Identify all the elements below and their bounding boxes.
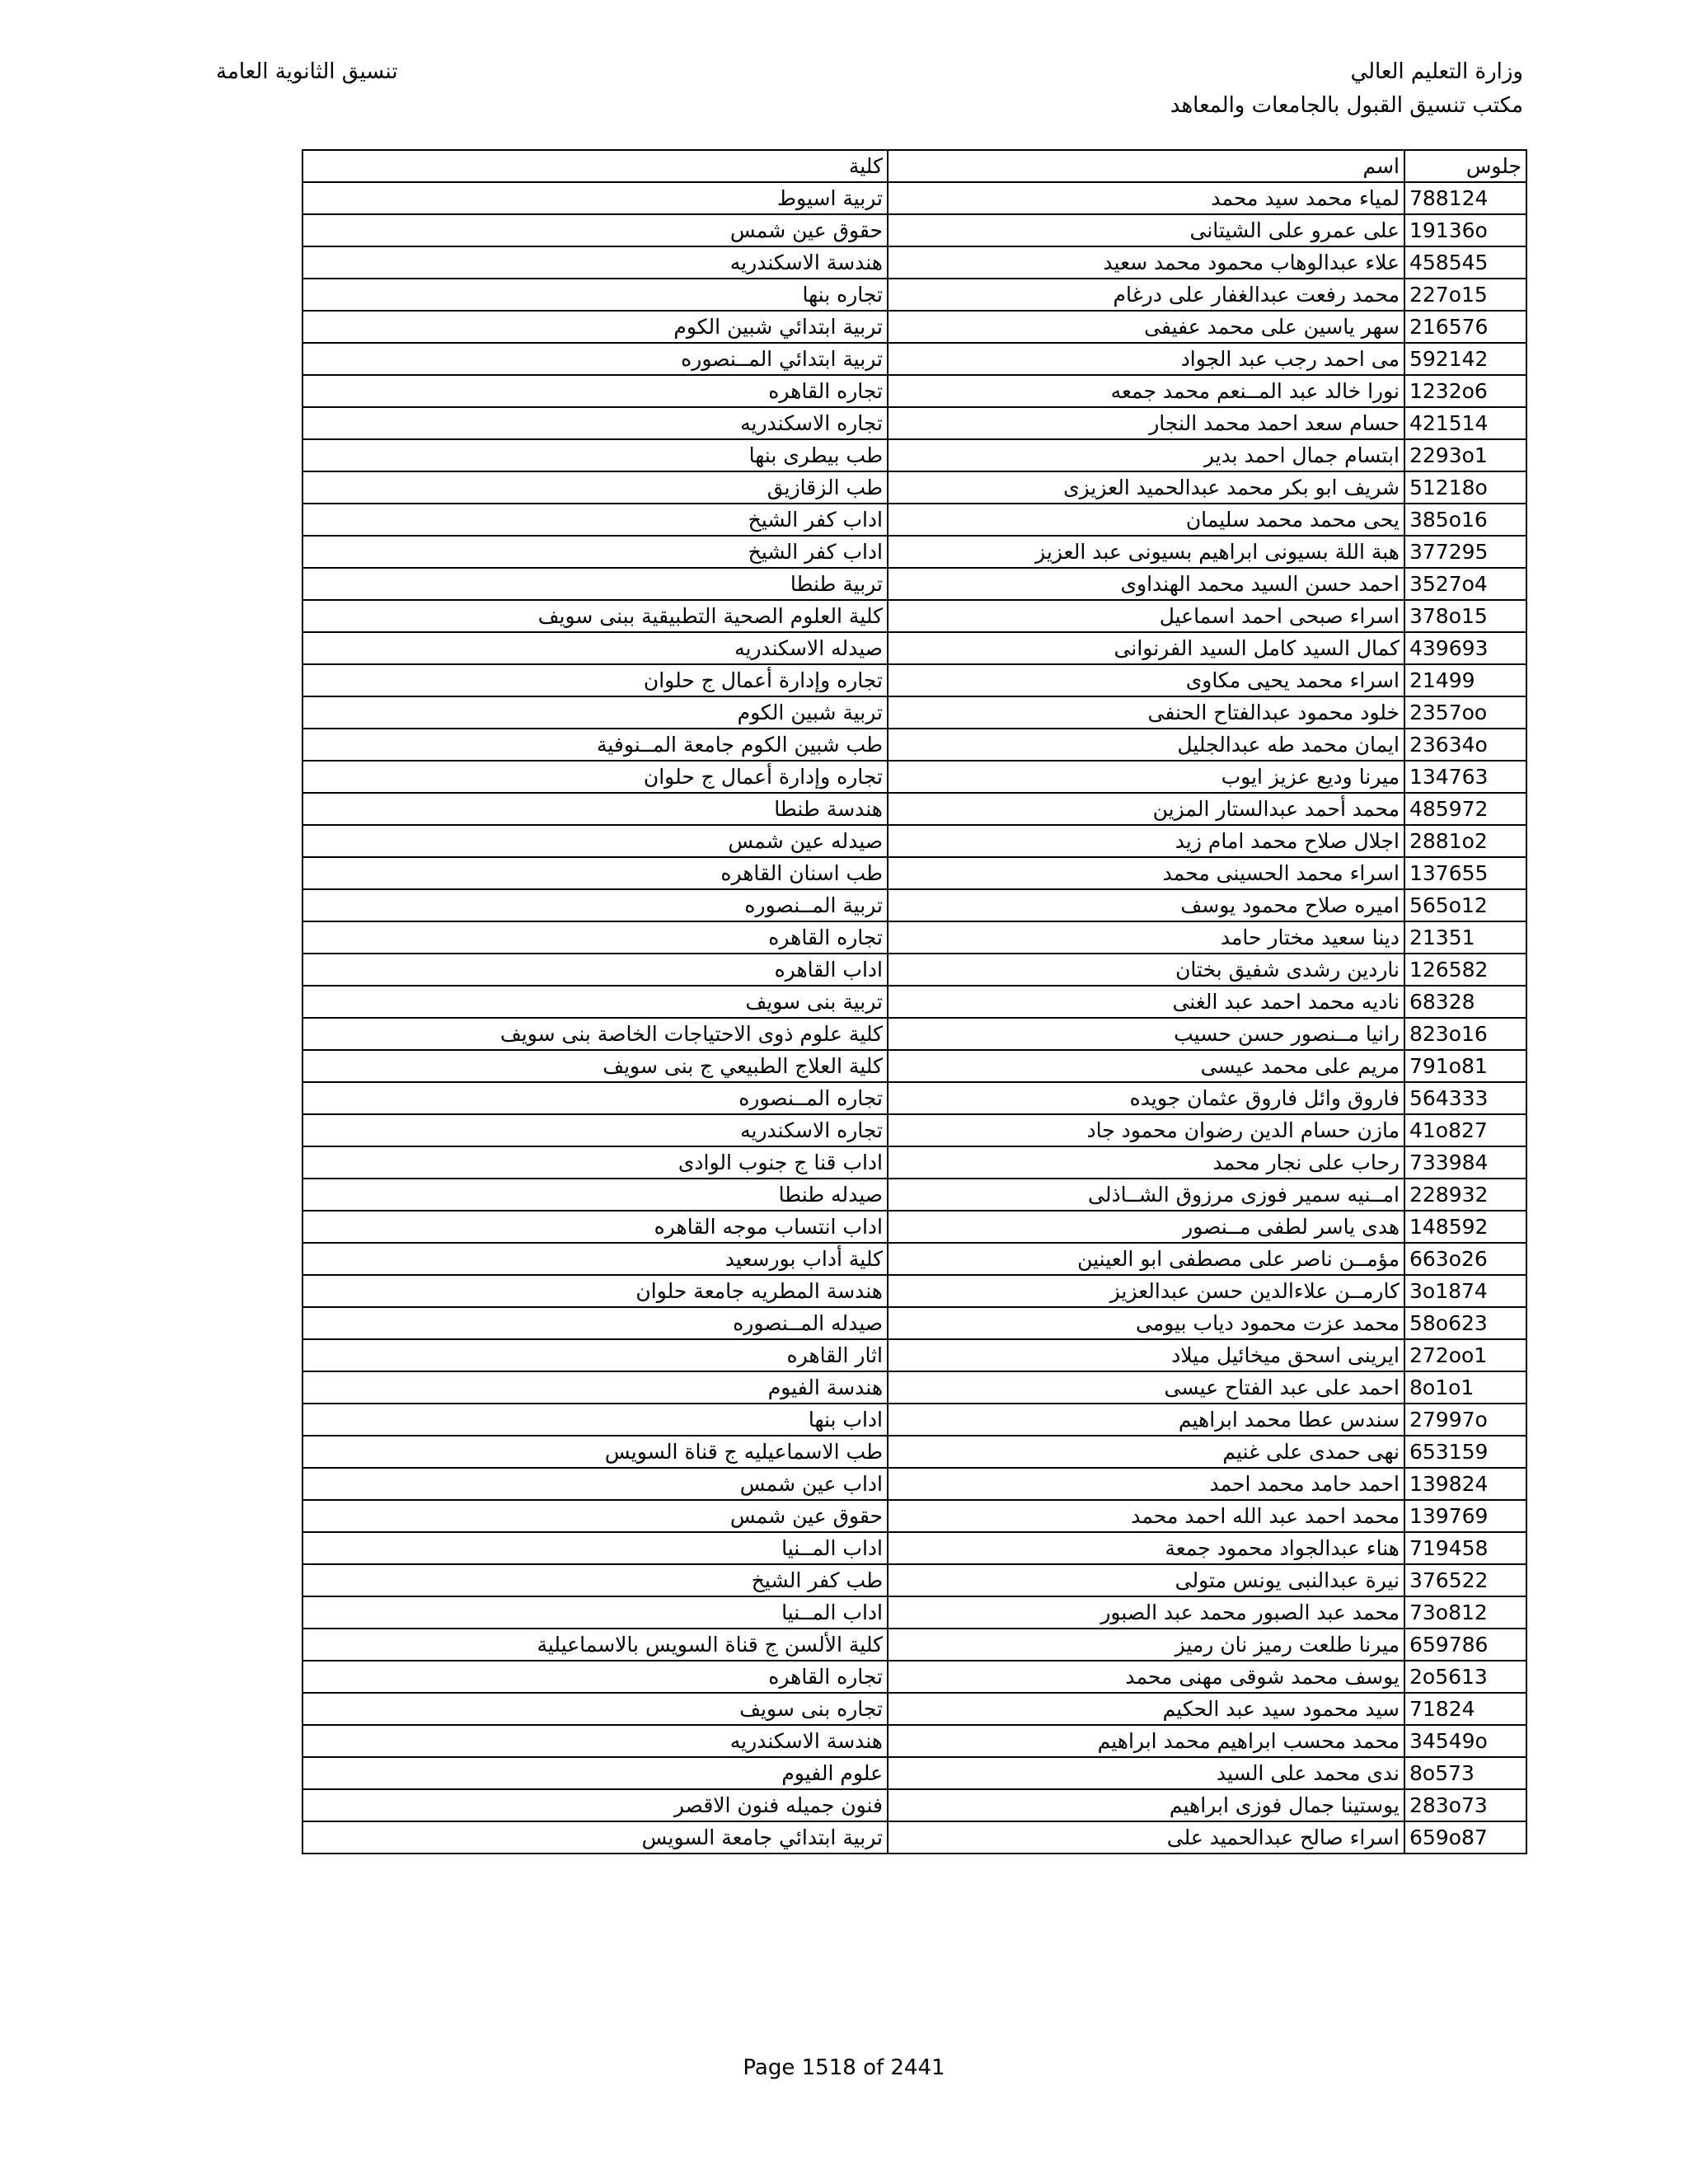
column-header-college: كلية <box>302 150 888 182</box>
table-row <box>302 1596 1526 1629</box>
seat-number-cell: 823o16 <box>1404 1018 1526 1050</box>
student-name-cell: محمد محسب ابراهيم محمد ابراهيم <box>888 1725 1404 1757</box>
table-row <box>302 857 1526 889</box>
college-cell: تربية بنى سويف <box>302 986 888 1018</box>
seat-number-cell: 1232o6 <box>1404 375 1526 407</box>
student-name-cell: دينا سعيد مختار حامد <box>888 921 1404 954</box>
table-row <box>302 761 1526 793</box>
student-name-cell: اسراء محمد الحسينى محمد <box>888 857 1404 889</box>
student-name-cell: محمد عبد الصبور محمد عبد الصبور <box>888 1596 1404 1629</box>
column-header-seat: جلوس <box>1404 150 1526 182</box>
college-cell: حقوق عين شمس <box>302 1500 888 1532</box>
seat-number-cell: 421514 <box>1404 407 1526 439</box>
table-header-row <box>302 150 1526 182</box>
seat-number-cell: 139769 <box>1404 1500 1526 1532</box>
seat-number-cell: 227o15 <box>1404 279 1526 311</box>
college-cell: تربية ابتدائي المــنصوره <box>302 343 888 375</box>
table-row <box>302 1532 1526 1564</box>
college-cell: تجاره الاسكندريه <box>302 407 888 439</box>
college-cell: اداب كفر الشيخ <box>302 504 888 536</box>
college-cell: تجاره بنها <box>302 279 888 311</box>
college-cell: تجاره وإدارة أعمال ج حلوان <box>302 761 888 793</box>
seat-number-cell: 659o87 <box>1404 1821 1526 1854</box>
student-name-cell: محمد رفعت عبدالغفار على درغام <box>888 279 1404 311</box>
college-cell: كلية الألسن ج قناة السويس بالاسماعيلية <box>302 1629 888 1661</box>
college-cell: اداب كفر الشيخ <box>302 536 888 568</box>
table-row <box>302 246 1526 279</box>
seat-number-cell: 27997o <box>1404 1404 1526 1436</box>
seat-number-cell: 23634o <box>1404 729 1526 761</box>
college-cell: اداب القاهره <box>302 954 888 986</box>
table-row <box>302 1146 1526 1179</box>
seat-number-cell: 58o623 <box>1404 1307 1526 1339</box>
table-row <box>302 954 1526 986</box>
seat-number-cell: 126582 <box>1404 954 1526 986</box>
student-name-cell: ميرنا طلعت رميز نان رميز <box>888 1629 1404 1661</box>
table-row <box>302 1436 1526 1468</box>
seat-number-cell: 148592 <box>1404 1211 1526 1243</box>
table-row <box>302 696 1526 729</box>
college-cell: صيدله المــنصوره <box>302 1307 888 1339</box>
seat-number-cell: 34549o <box>1404 1725 1526 1757</box>
table-row <box>302 1661 1526 1693</box>
student-name-cell: نورا خالد عبد المــنعم محمد جمعه <box>888 375 1404 407</box>
college-cell: صيدله طنطا <box>302 1179 888 1211</box>
student-name-cell: اجلال صلاح محمد امام زيد <box>888 825 1404 857</box>
student-name-cell: مازن حسام الدين رضوان محمود جاد <box>888 1114 1404 1146</box>
college-cell: تجاره بنى سويف <box>302 1693 888 1725</box>
seat-number-cell: 73o812 <box>1404 1596 1526 1629</box>
student-name-cell: علاء عبدالوهاب محمود محمد سعيد <box>888 246 1404 279</box>
student-name-cell: يحى محمد محمد سليمان <box>888 504 1404 536</box>
seat-number-cell: 719458 <box>1404 1532 1526 1564</box>
table-row <box>302 1050 1526 1082</box>
student-name-cell: سندس عطا محمد ابراهيم <box>888 1404 1404 1436</box>
seat-number-cell: 485972 <box>1404 793 1526 825</box>
table-row <box>302 889 1526 921</box>
table-row <box>302 1371 1526 1404</box>
college-cell: تربية المــنصوره <box>302 889 888 921</box>
college-cell: هندسة الفيوم <box>302 1371 888 1404</box>
student-name-cell: مى احمد رجب عبد الجواد <box>888 343 1404 375</box>
table-row <box>302 1404 1526 1436</box>
table-row <box>302 600 1526 632</box>
seat-number-cell: 439693 <box>1404 632 1526 664</box>
seat-number-cell: 565o12 <box>1404 889 1526 921</box>
seat-number-cell: 41o827 <box>1404 1114 1526 1146</box>
table-row <box>302 1564 1526 1596</box>
seat-number-cell: 139824 <box>1404 1468 1526 1500</box>
student-name-cell: يوسف محمد شوقى مهنى محمد <box>888 1661 1404 1693</box>
college-cell: كلية أداب بورسعيد <box>302 1243 888 1275</box>
table-row <box>302 439 1526 471</box>
seat-number-cell: 272oo1 <box>1404 1339 1526 1371</box>
seat-number-cell: 283o73 <box>1404 1789 1526 1821</box>
college-cell: اثار القاهره <box>302 1339 888 1371</box>
student-name-cell: احمد على عبد الفتاح عيسى <box>888 1371 1404 1404</box>
seat-number-cell: 2o5613 <box>1404 1661 1526 1693</box>
college-cell: اداب عين شمس <box>302 1468 888 1500</box>
seat-number-cell: 71824 <box>1404 1693 1526 1725</box>
seat-number-cell: 378o15 <box>1404 600 1526 632</box>
table-row <box>302 1789 1526 1821</box>
student-name-cell: مريم على محمد عيسى <box>888 1050 1404 1082</box>
table-row <box>302 536 1526 568</box>
student-name-cell: ناديه محمد احمد عبد الغنى <box>888 986 1404 1018</box>
table-row <box>302 471 1526 504</box>
college-cell: اداب المــنيا <box>302 1532 888 1564</box>
student-name-cell: مؤمــن ناصر على مصطفى ابو العينين <box>888 1243 1404 1275</box>
table-row <box>302 986 1526 1018</box>
coordination-title: تنسيق الثانوية العامة <box>216 59 398 84</box>
student-name-cell: امــنيه سمير فوزى مرزوق الشــاذلى <box>888 1179 1404 1211</box>
college-cell: اداب المــنيا <box>302 1596 888 1629</box>
table-row <box>302 1243 1526 1275</box>
table-row <box>302 568 1526 600</box>
college-cell: صيدله عين شمس <box>302 825 888 857</box>
student-name-cell: رانيا مــنصور حسن حسيب <box>888 1018 1404 1050</box>
college-cell: اداب قنا ج جنوب الوادى <box>302 1146 888 1179</box>
college-cell: هندسة الاسكندريه <box>302 1725 888 1757</box>
college-cell: كلية علوم ذوى الاحتياجات الخاصة بنى سويف <box>302 1018 888 1050</box>
student-name-cell: ندى محمد على السيد <box>888 1757 1404 1789</box>
seat-number-cell: 2293o1 <box>1404 439 1526 471</box>
student-name-cell: هناء عبدالجواد محمود جمعة <box>888 1532 1404 1564</box>
college-cell: طب شبين الكوم جامعة المــنوفية <box>302 729 888 761</box>
seat-number-cell: 8o573 <box>1404 1757 1526 1789</box>
table-row <box>302 1114 1526 1146</box>
college-cell: صيدله الاسكندريه <box>302 632 888 664</box>
table-row <box>302 279 1526 311</box>
college-cell: هندسة الاسكندريه <box>302 246 888 279</box>
college-cell: هندسة طنطا <box>302 793 888 825</box>
student-name-cell: خلود محمود عبدالفتاح الحنفى <box>888 696 1404 729</box>
student-name-cell: نهى حمدى على غنيم <box>888 1436 1404 1468</box>
seat-number-cell: 376522 <box>1404 1564 1526 1596</box>
student-name-cell: احمد حسن السيد محمد الهنداوى <box>888 568 1404 600</box>
table-row <box>302 311 1526 343</box>
seat-number-cell: 137655 <box>1404 857 1526 889</box>
college-cell: تجاره القاهره <box>302 921 888 954</box>
table-row <box>302 1757 1526 1789</box>
student-name-cell: ناردين رشدى شفيق بختان <box>888 954 1404 986</box>
student-name-cell: اميره صلاح محمود يوسف <box>888 889 1404 921</box>
student-name-cell: محمد أحمد عبدالستار المزين <box>888 793 1404 825</box>
seat-number-cell: 659786 <box>1404 1629 1526 1661</box>
seat-number-cell: 216576 <box>1404 311 1526 343</box>
student-name-cell: رحاب على نجار محمد <box>888 1146 1404 1179</box>
student-name-cell: على عمرو على الشيتانى <box>888 214 1404 246</box>
college-cell: تجاره القاهره <box>302 375 888 407</box>
student-name-cell: محمد عزت محمود دياب بيومى <box>888 1307 1404 1339</box>
table-row <box>302 1307 1526 1339</box>
student-name-cell: كمال السيد كامل السيد الفرنوانى <box>888 632 1404 664</box>
table-row <box>302 825 1526 857</box>
table-row <box>302 375 1526 407</box>
seat-number-cell: 134763 <box>1404 761 1526 793</box>
table-row <box>302 1725 1526 1757</box>
student-name-cell: محمد احمد عبد الله احمد محمد <box>888 1500 1404 1532</box>
college-cell: اداب بنها <box>302 1404 888 1436</box>
student-name-cell: احمد حامد محمد احمد <box>888 1468 1404 1500</box>
table-row <box>302 664 1526 696</box>
table-row <box>302 1275 1526 1307</box>
seat-number-cell: 21351 <box>1404 921 1526 954</box>
student-name-cell: ابتسام جمال احمد بدير <box>888 439 1404 471</box>
seat-number-cell: 592142 <box>1404 343 1526 375</box>
table-row <box>302 793 1526 825</box>
student-name-cell: هدى ياسر لطفى مــنصور <box>888 1211 1404 1243</box>
seat-number-cell: 788124 <box>1404 182 1526 214</box>
table-row <box>302 182 1526 214</box>
seat-number-cell: 663o26 <box>1404 1243 1526 1275</box>
results-table <box>302 149 1527 1854</box>
college-cell: كلية العلاج الطبيعي ج بنى سويف <box>302 1050 888 1082</box>
student-name-cell: اسراء صبحى احمد اسماعيل <box>888 600 1404 632</box>
seat-number-cell: 653159 <box>1404 1436 1526 1468</box>
seat-number-cell: 458545 <box>1404 246 1526 279</box>
seat-number-cell: 3o1874 <box>1404 1275 1526 1307</box>
student-name-cell: سهر ياسين على محمد عفيفى <box>888 311 1404 343</box>
ministry-title: وزارة التعليم العالي <box>1350 59 1523 84</box>
seat-number-cell: 377295 <box>1404 536 1526 568</box>
seat-number-cell: 2357oo <box>1404 696 1526 729</box>
table-row <box>302 1018 1526 1050</box>
student-name-cell: ايرينى اسحق ميخائيل ميلاد <box>888 1339 1404 1371</box>
college-cell: تربية ابتدائي جامعة السويس <box>302 1821 888 1854</box>
table-row <box>302 632 1526 664</box>
table-row <box>302 1500 1526 1532</box>
table-row <box>302 1468 1526 1500</box>
student-name-cell: اسراء صالح عبدالحميد على <box>888 1821 1404 1854</box>
college-cell: تربية شبين الكوم <box>302 696 888 729</box>
seat-number-cell: 228932 <box>1404 1179 1526 1211</box>
office-title: مكتب تنسيق القبول بالجامعات والمعاهد <box>1170 93 1523 118</box>
college-cell: تجاره القاهره <box>302 1661 888 1693</box>
student-name-cell: اسراء محمد يحيى مكاوى <box>888 664 1404 696</box>
student-name-cell: سيد محمود سيد عبد الحكيم <box>888 1693 1404 1725</box>
college-cell: اداب انتساب موجه القاهره <box>302 1211 888 1243</box>
college-cell: هندسة المطريه جامعة حلوان <box>302 1275 888 1307</box>
college-cell: طب اسنان القاهره <box>302 857 888 889</box>
seat-number-cell: 8o1o1 <box>1404 1371 1526 1404</box>
college-cell: كلية العلوم الصحية التطبيقية ببنى سويف <box>302 600 888 632</box>
college-cell: طب الزقازيق <box>302 471 888 504</box>
seat-number-cell: 3527o4 <box>1404 568 1526 600</box>
table-row <box>302 729 1526 761</box>
seat-number-cell: 733984 <box>1404 1146 1526 1179</box>
college-cell: علوم الفيوم <box>302 1757 888 1789</box>
seat-number-cell: 51218o <box>1404 471 1526 504</box>
seat-number-cell: 68328 <box>1404 986 1526 1018</box>
table-row <box>302 504 1526 536</box>
seat-number-cell: 385o16 <box>1404 504 1526 536</box>
college-cell: طب كفر الشيخ <box>302 1564 888 1596</box>
college-cell: تجاره المــنصوره <box>302 1082 888 1114</box>
table-row <box>302 1179 1526 1211</box>
student-name-cell: فاروق وائل فاروق عثمان جويده <box>888 1082 1404 1114</box>
table-row <box>302 1629 1526 1661</box>
college-cell: طب الاسماعيليه ج قناة السويس <box>302 1436 888 1468</box>
student-name-cell: ميرنا وديع عزيز ايوب <box>888 761 1404 793</box>
table-row <box>302 1211 1526 1243</box>
table-row <box>302 214 1526 246</box>
seat-number-cell: 791o81 <box>1404 1050 1526 1082</box>
seat-number-cell: 2881o2 <box>1404 825 1526 857</box>
college-cell: حقوق عين شمس <box>302 214 888 246</box>
page-number: Page 1518 of 2441 <box>743 2055 945 2080</box>
table-row <box>302 1339 1526 1371</box>
seat-number-cell: 19136o <box>1404 214 1526 246</box>
table-row <box>302 1082 1526 1114</box>
table-row <box>302 1693 1526 1725</box>
seat-number-cell: 564333 <box>1404 1082 1526 1114</box>
student-name-cell: هبة اللة بسيونى ابراهيم بسيونى عبد العزيز <box>888 536 1404 568</box>
student-name-cell: لمياء محمد سيد محمد <box>888 182 1404 214</box>
college-cell: تربية اسيوط <box>302 182 888 214</box>
college-cell: تجاره وإدارة أعمال ج حلوان <box>302 664 888 696</box>
student-name-cell: ايمان محمد طه عبدالجليل <box>888 729 1404 761</box>
college-cell: تجاره الاسكندريه <box>302 1114 888 1146</box>
college-cell: تربية طنطا <box>302 568 888 600</box>
table-row <box>302 343 1526 375</box>
student-name-cell: شريف ابو بكر محمد عبدالحميد العزيزى <box>888 471 1404 504</box>
college-cell: فنون جميله فنون الاقصر <box>302 1789 888 1821</box>
table-row <box>302 921 1526 954</box>
table-row <box>302 407 1526 439</box>
student-name-cell: يوستينا جمال فوزى ابراهيم <box>888 1789 1404 1821</box>
college-cell: تربية ابتدائي شبين الكوم <box>302 311 888 343</box>
column-header-name: اسم <box>888 150 1404 182</box>
student-name-cell: حسام سعد احمد محمد النجار <box>888 407 1404 439</box>
student-name-cell: كارمــن علاءالدين حسن عبدالعزيز <box>888 1275 1404 1307</box>
student-name-cell: نيرة عبدالنبى يونس متولى <box>888 1564 1404 1596</box>
college-cell: طب بيطرى بنها <box>302 439 888 471</box>
table-row <box>302 1821 1526 1854</box>
seat-number-cell: 21499 <box>1404 664 1526 696</box>
